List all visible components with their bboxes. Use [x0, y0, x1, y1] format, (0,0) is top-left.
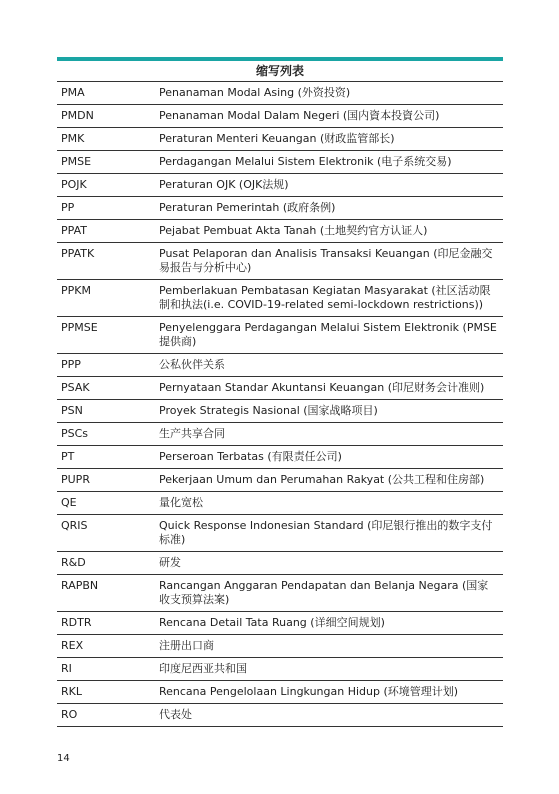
table-row [57, 317, 503, 354]
abbreviation-code: PSN [57, 400, 159, 423]
table-row [57, 151, 503, 174]
abbreviation-description: Pemberlakuan Pembatasan Kegiatan Masyarakat (社区活动限制和执法(i.e. COVID-19-related semi-lockdown restrictions)) [159, 280, 503, 317]
abbreviation-description: Rencana Pengelolaan Lingkungan Hidup (环境管理计划) [159, 681, 503, 704]
abbreviation-code: RO [57, 704, 159, 727]
abbreviation-description: Peraturan OJK (OJK法规) [159, 174, 503, 197]
abbreviation-code: PPATK [57, 243, 159, 280]
abbreviation-code: PSAK [57, 377, 159, 400]
table-title: 缩写列表 [57, 61, 503, 82]
table-row [57, 658, 503, 681]
table-row [57, 704, 503, 727]
table-row [57, 243, 503, 280]
abbreviation-code: R&D [57, 552, 159, 575]
abbreviation-code: QRIS [57, 515, 159, 552]
abbreviation-code: PMK [57, 128, 159, 151]
abbreviation-description: Penanaman Modal Dalam Negeri (国内資本投資公司) [159, 105, 503, 128]
abbreviation-code: PMSE [57, 151, 159, 174]
abbreviation-description: 印度尼西亚共和国 [159, 658, 503, 681]
table-row [57, 635, 503, 658]
table-row [57, 515, 503, 552]
abbreviation-description: Penyelenggara Perdagangan Melalui Sistem Elektronik (PMSE提供商) [159, 317, 503, 354]
table-row [57, 128, 503, 151]
abbreviation-description: 公私伙伴关系 [159, 354, 503, 377]
table-row [57, 400, 503, 423]
table-row [57, 174, 503, 197]
table-row [57, 469, 503, 492]
abbreviation-description: 注册出口商 [159, 635, 503, 658]
abbreviation-code: RAPBN [57, 575, 159, 612]
abbreviation-code: POJK [57, 174, 159, 197]
table-row [57, 681, 503, 704]
table-row [57, 377, 503, 400]
abbreviation-description: Penanaman Modal Asing (外资投资) [159, 82, 503, 105]
abbreviation-code: QE [57, 492, 159, 515]
table-row [57, 492, 503, 515]
abbreviation-code: PSCs [57, 423, 159, 446]
abbreviation-description: Peraturan Pemerintah (政府条例) [159, 197, 503, 220]
page-number: 14 [57, 753, 70, 764]
table-row [57, 197, 503, 220]
table-row [57, 612, 503, 635]
abbreviation-code: REX [57, 635, 159, 658]
abbreviation-code: PP [57, 197, 159, 220]
abbreviation-code: RDTR [57, 612, 159, 635]
table-row [57, 280, 503, 317]
abbreviation-code: PUPR [57, 469, 159, 492]
abbreviation-code: PMDN [57, 105, 159, 128]
table-row [57, 423, 503, 446]
abbreviation-description: Peraturan Menteri Keuangan (财政监管部长) [159, 128, 503, 151]
abbreviation-description: Perseroan Terbatas (有限责任公司) [159, 446, 503, 469]
abbreviation-description: Rencana Detail Tata Ruang (详细空间规划) [159, 612, 503, 635]
abbreviation-description: Pusat Pelaporan dan Analisis Transaksi Keuangan (印尼金融交易报告与分析中心) [159, 243, 503, 280]
abbreviation-code: RI [57, 658, 159, 681]
table-row [57, 105, 503, 128]
abbreviation-description: Perdagangan Melalui Sistem Elektronik (电子系统交易) [159, 151, 503, 174]
abbreviation-code: PPMSE [57, 317, 159, 354]
abbreviation-description: 研发 [159, 552, 503, 575]
abbreviation-description: 量化宽松 [159, 492, 503, 515]
abbreviation-description: Rancangan Anggaran Pendapatan dan Belanja Negara (国家收支预算法案) [159, 575, 503, 612]
abbreviation-code: PT [57, 446, 159, 469]
abbreviation-description: Quick Response Indonesian Standard (印尼银行推出的数字支付标准) [159, 515, 503, 552]
abbreviation-description: Pejabat Pembuat Akta Tanah (土地契约官方认证人) [159, 220, 503, 243]
abbreviation-description: Pekerjaan Umum dan Perumahan Rakyat (公共工程和住房部) [159, 469, 503, 492]
abbreviation-table [57, 82, 503, 727]
abbreviation-table-body [57, 82, 503, 727]
table-row [57, 220, 503, 243]
abbreviation-code: PPKM [57, 280, 159, 317]
abbreviation-description: Pernyataan Standar Akuntansi Keuangan (印尼财务会计准则) [159, 377, 503, 400]
abbreviation-description: 代表处 [159, 704, 503, 727]
abbreviation-code: PPP [57, 354, 159, 377]
table-row [57, 354, 503, 377]
abbreviation-code: RKL [57, 681, 159, 704]
table-row [57, 446, 503, 469]
abbreviation-code: PMA [57, 82, 159, 105]
table-row [57, 575, 503, 612]
abbreviation-description: 生产共享合同 [159, 423, 503, 446]
table-row [57, 82, 503, 105]
table-row [57, 552, 503, 575]
abbreviation-code: PPAT [57, 220, 159, 243]
abbreviation-description: Proyek Strategis Nasional (国家战略项目) [159, 400, 503, 423]
